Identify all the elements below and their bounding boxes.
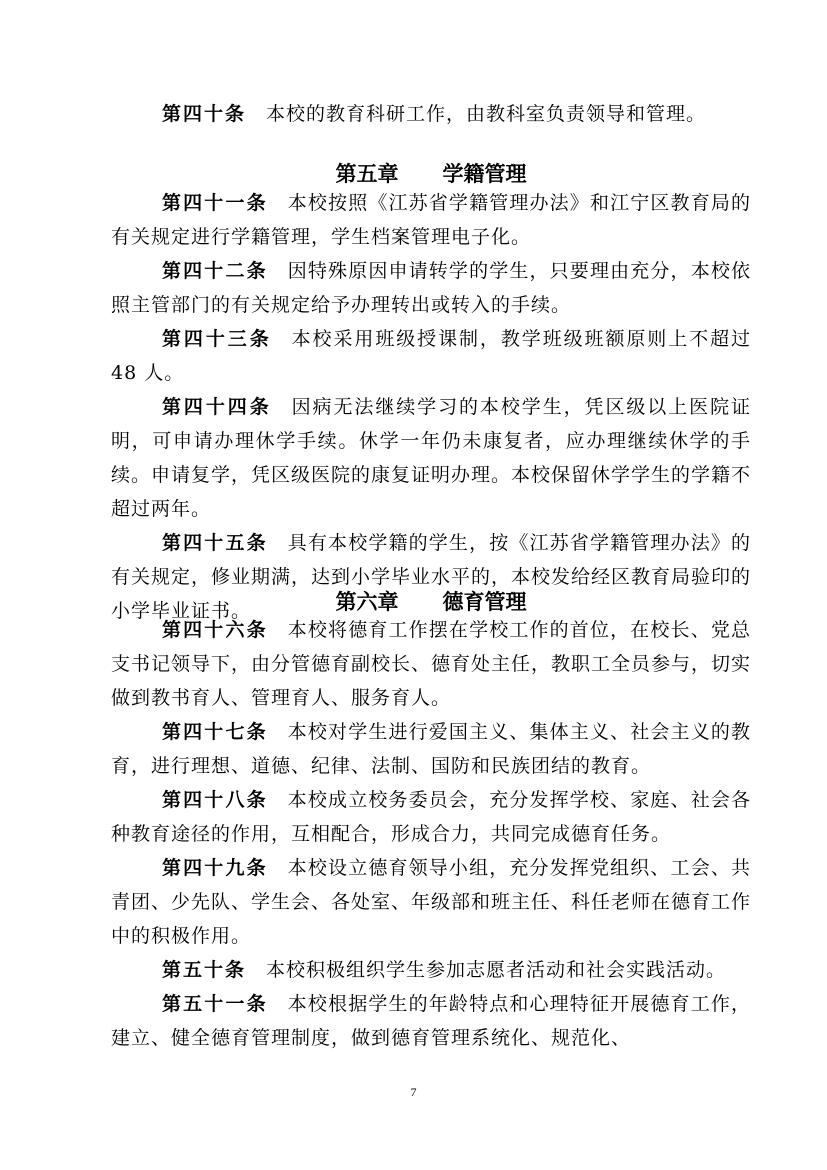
article-45-text: 具有本校学籍的学生，按《江苏省学籍管理办法》的有关规定，修业期满，达到小学毕业水平的，本校发给经区教育局验印的小学毕业证书。 [111,532,752,622]
article-42-text: 因特殊原因申请转学的学生，只要理由充分，本校依照主管部门的有关规定给予办理转出或转入的手续。 [111,260,751,316]
article-45-label: 第四十五条 [162,532,268,554]
article-50-text: 本校积极组织学生参加志愿者活动和社会实践活动。 [266,959,727,981]
page-number: 7 [410,1085,417,1099]
article-51 [111,987,751,1055]
article-51-text: 本校根据学生的年龄特点和心理特征开展德育工作，建立、健全德育管理制度，做到德育管理系统化、规范化、 [111,993,751,1049]
article-49 [111,851,751,953]
article-41-text: 本校按照《江苏省学籍管理办法》和江宁区教育局的有关规定进行学籍管理，学生档案管理电子化。 [111,192,751,248]
chapter-5-number: 第五章 [335,161,399,186]
article-42-label: 第四十二条 [162,260,268,282]
article-50-label: 第五十条 [162,959,247,981]
article-40 [111,97,751,131]
article-42 [111,254,751,322]
chapter-6-body [111,613,751,1055]
article-44-text: 因病无法继续学习的本校学生，凭区级以上医院证明，可申请办理休学手续。休学一年仍未康复者，应办理继续休学的手续。申请复学，凭区级医院的康复证明办理。本校保留休学学生的学籍不超过两年。 [111,396,752,520]
article-40-paragraph [111,97,751,131]
article-41 [111,186,751,254]
article-47 [111,715,751,783]
article-47-text: 本校对学生进行爱国主义、集体主义、社会主义的教育，进行理想、道德、纪律、法制、国防和民族团结的教育。 [111,721,751,777]
article-44-label: 第四十四条 [162,396,272,418]
chapter-5-body [111,186,751,628]
chapter-6-number: 第六章 [335,589,399,614]
article-46-text: 本校将德育工作摆在学校工作的首位，在校长、党总支书记领导下，由分管德育副校长、德育处主任，教职工全员参与，切实做到教书育人、管理育人、服务育人。 [111,619,752,709]
article-49-text: 本校设立德育领导小组，充分发挥党组织、工会、共青团、少先队、学生会、各处室、年级部和班主任、科任老师在德育工作中的积极作用。 [111,857,752,947]
article-40-text: 本校的教育科研工作，由教科室负责领导和管理。 [266,103,707,125]
chapter-6-title: 德育管理 [442,589,527,614]
article-51-label: 第五十一条 [162,993,268,1015]
article-48-label: 第四十八条 [162,789,268,811]
article-43-text: 本校采用班级授课制，教学班级班额原则上不超过 48 人。 [111,328,751,384]
article-46 [111,613,751,715]
article-44 [111,390,751,526]
article-40-label: 第四十条 [162,103,247,125]
article-43 [111,322,751,390]
chapter-5-title: 学籍管理 [442,161,527,186]
article-48-text: 本校成立校务委员会，充分发挥学校、家庭、社会各种教育途径的作用，互相配合，形成合力，共同完成德育任务。 [111,789,751,845]
article-49-label: 第四十九条 [162,857,268,879]
article-41-label: 第四十一条 [162,192,268,214]
article-46-label: 第四十六条 [162,619,268,641]
article-43-label: 第四十三条 [162,328,272,350]
article-47-label: 第四十七条 [162,721,268,743]
article-48 [111,783,751,851]
article-50 [111,953,751,987]
